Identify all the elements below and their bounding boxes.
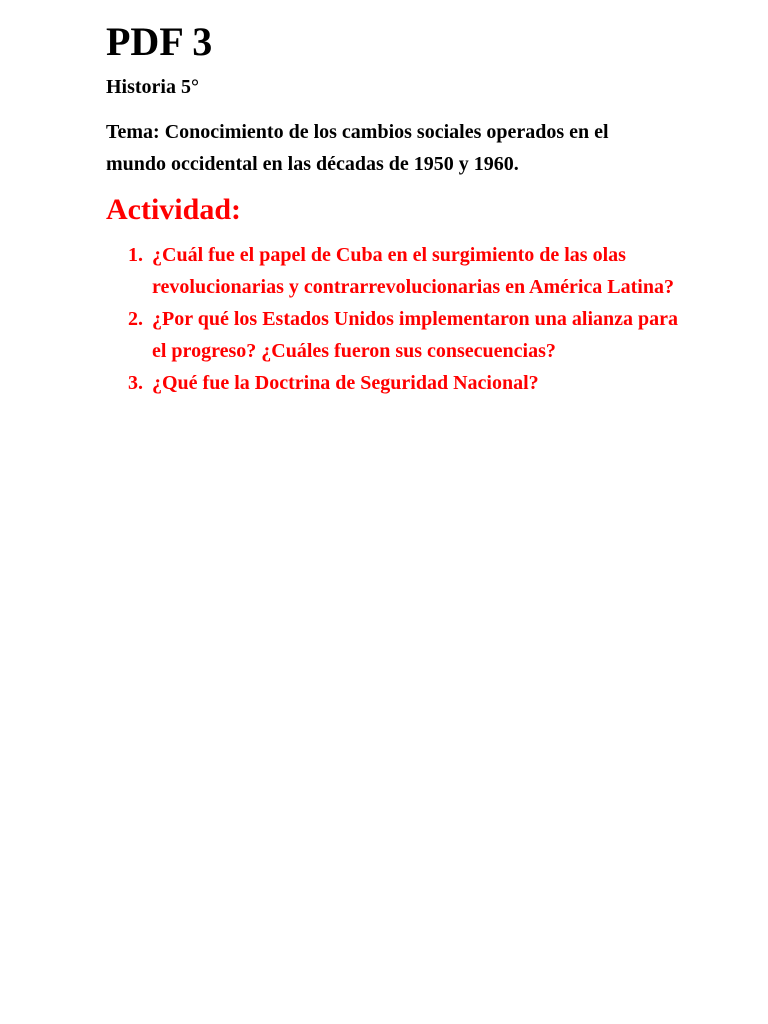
question-number: 1. bbox=[128, 244, 143, 266]
subject-label: Historia 5° bbox=[106, 76, 199, 98]
topic-text: Tema: Conocimiento de los cambios sociales operados en el mundo occidental en las décadas de 1950 y 1960. bbox=[106, 121, 609, 175]
question-number: 2. bbox=[128, 308, 143, 330]
activity-heading: Actividad: bbox=[106, 193, 241, 226]
question-item bbox=[106, 367, 686, 399]
question-item bbox=[106, 239, 686, 303]
question-number: 3. bbox=[128, 372, 143, 394]
question-text: ¿Qué fue la Doctrina de Seguridad Nacional? bbox=[152, 372, 539, 394]
question-text: ¿Por qué los Estados Unidos implementaron una alianza para el progreso? ¿Cuáles fueron sus consecuencias? bbox=[152, 308, 679, 362]
document-title: PDF 3 bbox=[106, 19, 213, 64]
question-text: ¿Cuál fue el papel de Cuba en el surgimiento de las olas revolucionarias y contrarrevolucionarias en América Latina? bbox=[152, 244, 674, 298]
question-item bbox=[106, 303, 686, 367]
question-list bbox=[106, 239, 686, 399]
